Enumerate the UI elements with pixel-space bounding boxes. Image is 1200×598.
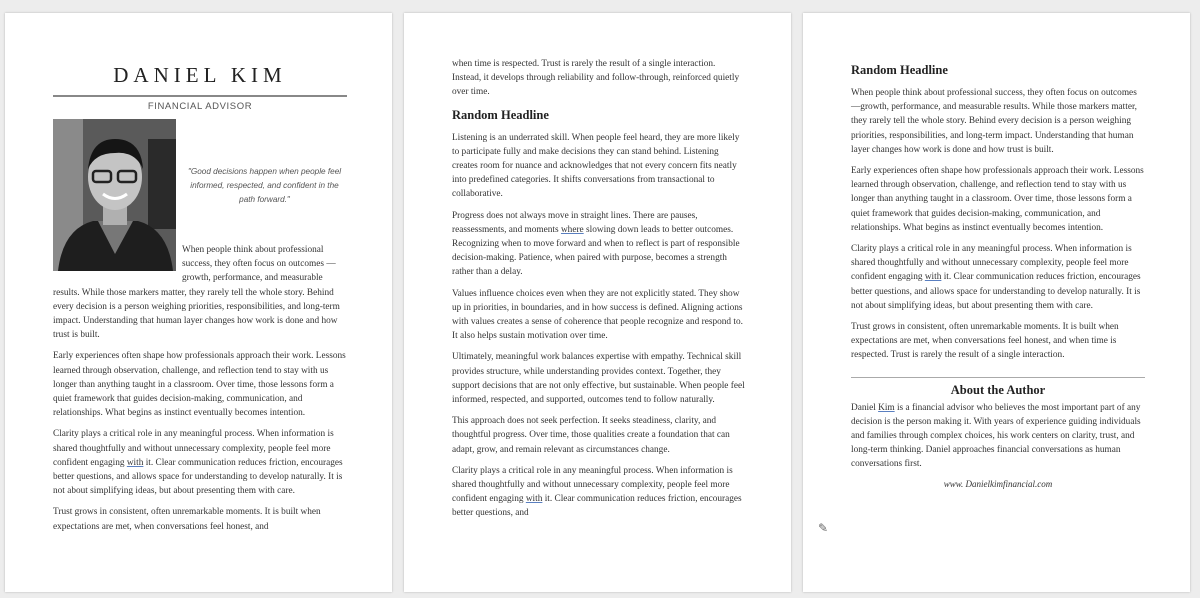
- page-1: [5, 13, 392, 592]
- paragraph: Early experiences often shape how professionals approach their work. Lessons learned through observation, challenge, and reflection tend to stay with us longer than anything taught in a classroom. Over time, those lessons form a quiet framework that guides decision-making, communication, and relationships. What begins as instinct eventually becomes intention.: [53, 351, 346, 419]
- proofing-underline[interactable]: with: [924, 272, 942, 283]
- author-name: DANIEL KIM: [113, 63, 287, 87]
- paragraph-text: Clarity plays a critical role in any meaningful process. When information is shared thoughtfully and without unnecessary complexity, people feel more confident engaging: [53, 429, 334, 468]
- paragraph: Early experiences often shape how professionals approach their work. Lessons learned through observation, challenge, and reflection tend to stay with us longer than anything taught in a classroom. Over time, those lessons form a quiet framework that guides decision-making, communication, and relationships. What begins as instinct eventually becomes intention.: [851, 166, 1144, 233]
- divider: [53, 95, 347, 97]
- paragraph-text: it. Clear communication reduces friction, encourages better questions, and allows space for understanding to develop naturally. It is not about simplifying ideas, but about presenting them with care.: [851, 272, 1141, 311]
- proofing-underline[interactable]: with: [126, 457, 144, 468]
- author-photo: [53, 119, 176, 271]
- paragraph-text: Clarity plays a critical role in any meaningful process. When information is shared thoughtfully and without unnecessary complexity, people feel more confident engaging: [452, 465, 733, 505]
- paragraph-text: Daniel: [851, 402, 879, 413]
- pull-quote: "Good decisions happen when people feel informed, respected, and confident in the path forward.": [187, 167, 342, 204]
- pen-icon[interactable]: ✎: [818, 521, 829, 535]
- about-paragraph: [851, 401, 1145, 472]
- about-heading: About the Author: [950, 382, 1046, 397]
- paragraph-text: it. Clear communication reduces friction, encourages better questions, and allows space for understanding to develop naturally. It is not about simplifying ideas, but about presenting them with care.: [53, 457, 343, 497]
- paragraph: when time is respected. Trust is rarely the result of a single interaction. Instead, it develops through reliability and follow-through, reinforced quietly over time.: [452, 59, 740, 98]
- paragraph: Listening is an underrated skill. When people feel heard, they are more likely to participate fully and make decisions they can stand behind. Listening creates room for nuance and acknowledges that not every concern fits neatly into predefined categories. It shifts conversations from transactional to collaborative.: [452, 132, 740, 200]
- divider: [851, 377, 1145, 378]
- website: www. Danielkimfinancial.com: [943, 478, 1053, 489]
- paragraph-text: Clarity plays a critical role in any meaningful process. When information is shared thoughtfully and without unnecessary complexity, people feel more confident engaging: [851, 244, 1132, 283]
- paragraph: Values influence choices even when they are not explicitly stated. They show up in priorities, in boundaries, and in how success is defined. Aligning actions with values creates a sense of coherence that people recognize and respond to. It also helps sustain motivation over time.: [452, 288, 743, 342]
- paragraph-text: is a financial advisor who believes the most important part of any decision is the person making it. With years of experience guiding individuals and families through complex choices, his work centers on clarity, trust, and long-term thinking. Daniel approaches financial conversations as human conversations first.: [851, 402, 1141, 470]
- paragraph: [452, 464, 746, 521]
- paragraph: [851, 242, 1145, 313]
- section-heading: Random Headline: [452, 107, 549, 122]
- page-3: [803, 13, 1190, 592]
- paragraph: Ultimately, meaningful work balances expertise with empathy. Technical skill provides structure, while understanding provides context. Together, they support decisions that are not only effective, but sustainable. When people feel informed, respected, and supported, outcomes tend to follow naturally.: [452, 352, 745, 406]
- paragraph: When people think about professional success, they often focus on outcomes — growth, performance, and measurable results. While those markers matter, they rarely tell the whole story. Behind every decision is a person weighing priorities, responsibilities, and long-term impact. Understanding that human layer changes how work is done and how trust is built.: [53, 245, 340, 341]
- author-title: FINANCIAL ADVISOR: [147, 101, 253, 112]
- proofing-underline[interactable]: Kim: [878, 402, 895, 413]
- proofing-underline[interactable]: where: [560, 224, 584, 235]
- paragraph: [452, 209, 746, 280]
- paragraph: Trust grows in consistent, often unremarkable moments. It is built when expectations are met, when conversations feel honest, and when time is respected. Trust is rarely the result of a single interaction.: [851, 322, 1119, 361]
- paragraph: [53, 427, 347, 498]
- paragraph: When people think about professional success, they often focus on outcomes—growth, performance, and measurable results. While those markers matter, they rarely tell the whole story. Behind every decision is a person weighing priorities, responsibilities, and long-term impact. Understanding that human layer changes how work is done and how trust is built.: [851, 88, 1138, 155]
- section-heading: Random Headline: [851, 63, 948, 77]
- paragraph-text: slowing down leads to better outcomes. Recognizing when to move forward and when to reflect is part of responsible decision-making. Patience, when paired with purpose, becomes a strength rather than a delay.: [452, 224, 740, 278]
- paragraph: This approach does not seek perfection. It seeks steadiness, clarity, and thoughtful progress. Over time, those qualities create a foundation that can adapt, grow, and remain relevant as circumstances change.: [452, 416, 730, 455]
- paragraph-text: Progress does not always move in straight lines. There are pauses, reassessments, and moments: [452, 210, 698, 235]
- page-2: [404, 13, 791, 592]
- proofing-underline[interactable]: with: [525, 494, 543, 505]
- paragraph-text: it. Clear communication reduces friction, encourages better questions, and: [452, 494, 742, 519]
- paragraph: Trust grows in consistent, often unremarkable moments. It is built when expectations are met, when conversations feel honest, and: [53, 507, 321, 532]
